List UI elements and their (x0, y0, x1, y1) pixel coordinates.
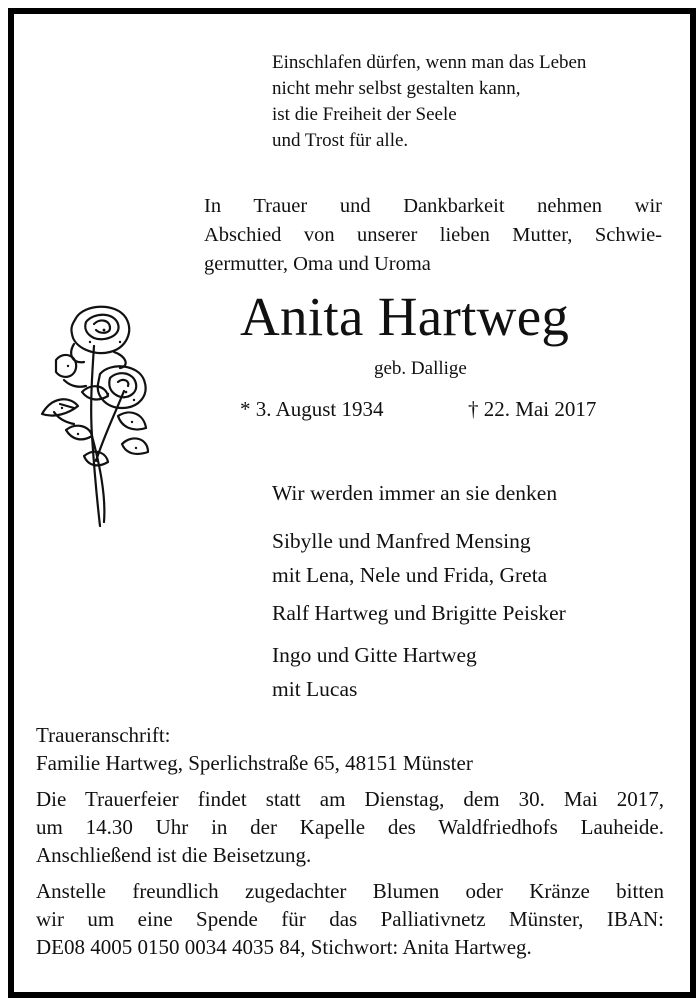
family-line: Ralf Hartweg und Brigitte Peisker (272, 601, 566, 625)
poem (272, 50, 586, 154)
ceremony-line: Anschließend ist die Beisetzung. (36, 843, 312, 867)
ceremony-line: um 14.30 Uhr in der Kapelle des Waldfriedhofs Lauheide. (36, 815, 664, 839)
intro-line: germutter, Oma und Uroma (204, 253, 431, 275)
funeral-details (36, 721, 664, 961)
family-line: Ingo und Gitte Hartweg (272, 643, 477, 667)
birth-name: geb. Dallige (374, 358, 467, 379)
address-line: Familie Hartweg, Sperlichstraße 65, 48151 Münster (36, 751, 473, 775)
donation-line: wir um eine Spende für das Palliativnetz Münster, IBAN: (36, 907, 664, 931)
intro-text (204, 192, 662, 279)
poem-line: Einschlafen dürfen, wenn man das Leben (272, 52, 587, 73)
family-line: mit Lucas (272, 677, 358, 701)
family-motto: Wir werden immer an sie denken (272, 481, 558, 505)
donation-line: Anstelle freundlich zugedachter Blumen oder Kränze bitten (36, 879, 664, 903)
family-line: mit Lena, Nele und Frida, Greta (272, 563, 548, 587)
poem-line: ist die Freiheit der Seele (272, 104, 457, 125)
intro-line: In Trauer und Dankbarkeit nehmen wir (204, 195, 662, 217)
deceased-name: Anita Hartweg (240, 286, 570, 347)
birth-date: * 3. August 1934 (240, 397, 384, 421)
family-group (272, 524, 547, 592)
intro-line: Abschied von unserer lieben Mutter, Schwie- (204, 224, 662, 246)
poem-line: und Trost für alle. (272, 130, 409, 151)
poem-line: nicht mehr selbst gestalten kann, (272, 78, 521, 99)
address-label: Traueranschrift: (36, 723, 171, 747)
death-date: † 22. Mai 2017 (468, 397, 597, 421)
ceremony-line: Die Trauerfeier findet statt am Dienstag, dem 30. Mai 2017, (36, 787, 664, 811)
donation-line: DE08 4005 0150 0034 4035 84, Stichwort: Anita Hartweg. (36, 935, 532, 959)
family-group (272, 638, 477, 706)
rose-illustration (34, 296, 154, 532)
family-group (272, 596, 566, 630)
family-line: Sibylle und Manfred Mensing (272, 529, 531, 553)
